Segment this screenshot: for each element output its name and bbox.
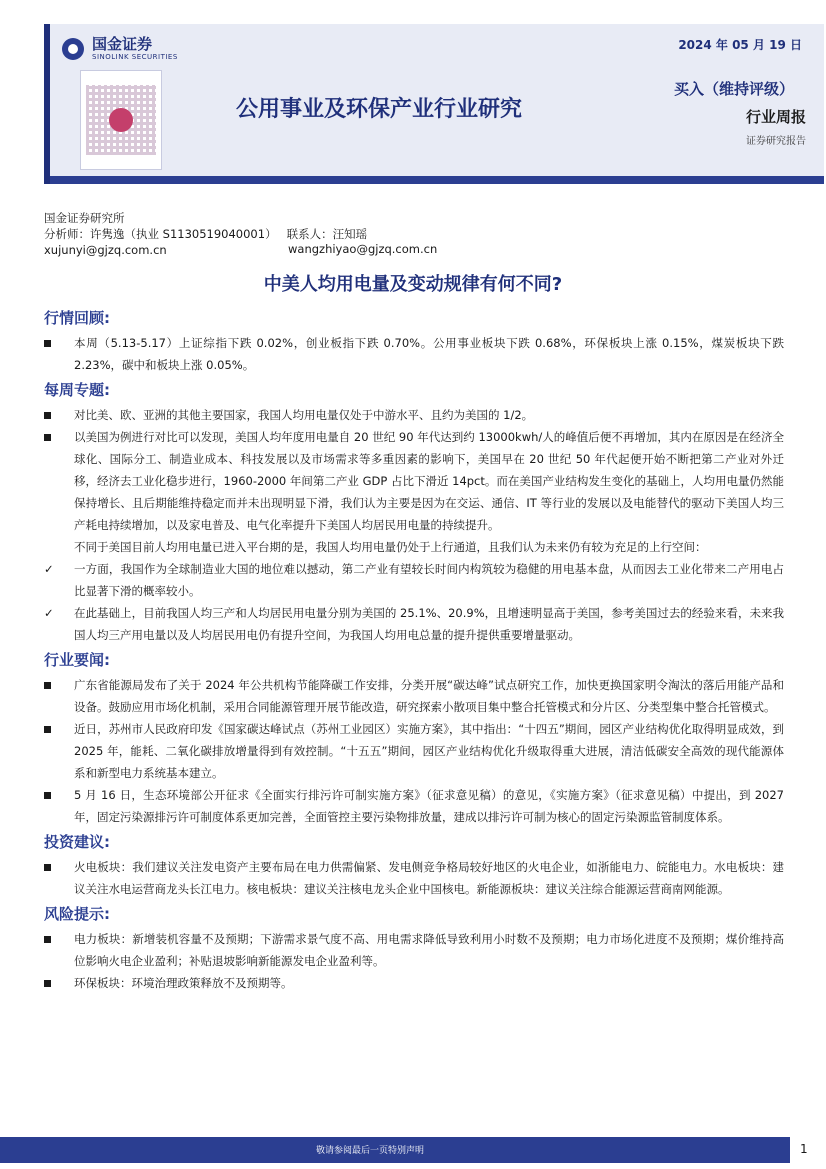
- logo-en-text: SINOLINK SECURITIES: [92, 53, 178, 61]
- report-date: 2024 年 05 月 19 日: [678, 38, 802, 52]
- banner-accent: [44, 24, 50, 184]
- report-content: [44, 304, 784, 994]
- list-item: 以美国为例进行对比可以发现，美国人均年度用电量自 20 世纪 90 年代达到约 13000kwh/人的峰值后便不再增加，其内在原因是在经济全球化、国际分工、制造业成本、科技发展以及市场需求等多重因素的影响下，美国早在 20 世纪 50 年代起便开始不断把第二产业对外迁移，经济去工业化稳步进行，1960-2000 年间第二产业 GDP 占比下滑近 14pct。而在美国产业结构发生变化的基础上，人均用电量仍然能保持增长、且后期能维持稳定而并未出现明显下滑，我们认为主要是因为在交运、通信、IT 等行业的发展以及电能替代的驱动下美国人均三产耗电持续增加，以及家电普及、电气化率提升下美国人均居民用电量的持续提升。: [44, 426, 784, 536]
- logo-mark-icon: [62, 38, 84, 60]
- main-title: 中美人均用电量及变动规律有何不同?: [263, 274, 563, 295]
- logo-cn-text: 国金证券: [92, 35, 153, 53]
- section-title-weekly: 每周专题:: [44, 381, 110, 399]
- bullet-square-icon: [44, 412, 51, 419]
- list-item: 电力板块：新增装机容量不及预期；下游需求景气度不高、用电需求降低导致利用小时数不及预期；电力市场化进度不及预期；煤价维持高位影响火电企业盈利；补贴退坡影响新能源发电企业盈利等。: [44, 928, 784, 972]
- analyst-email[interactable]: xujunyi@gjzq.com.cn: [44, 243, 167, 257]
- section-title-invest: 投资建议:: [44, 833, 110, 851]
- institute: 国金证券研究所: [44, 211, 125, 225]
- rating-badge: 买入（维持评级）: [673, 80, 794, 98]
- checkmark-icon: ✓: [44, 562, 54, 576]
- footer-disclaimer: 敬请参阅最后一页特别声明: [316, 1146, 425, 1156]
- banner-stripe: [44, 176, 824, 184]
- bullet-square-icon: [44, 434, 51, 441]
- qr-code-icon: [80, 70, 162, 170]
- checkmark-icon: ✓: [44, 606, 54, 620]
- contact-name: 联系人：汪知瑶: [286, 227, 368, 241]
- list-item: 火电板块：我们建议关注发电资产主要布局在电力供需偏紧、发电侧竞争格局较好地区的火电企业，如浙能电力、皖能电力。水电板块：建议关注水电运营商龙头长江电力。核电板块：建议关注核电龙头企业中国核电。新能源板块：建议关注综合能源运营商南网能源。: [44, 856, 784, 900]
- analyst-name: 分析师：许隽逸（执业 S1130519040001）: [44, 227, 277, 241]
- bullet-square-icon: [44, 980, 51, 987]
- page-number: 1: [800, 1142, 808, 1156]
- list-item: 环保板块：环境治理政策释放不及预期等。: [44, 972, 784, 994]
- report-subtitle: 证券研究报告: [746, 136, 806, 147]
- bullet-square-icon: [44, 792, 51, 799]
- list-item: 5 月 16 日，生态环境部公开征求《全面实行排污许可制实施方案》（征求意见稿）的意见，《实施方案》（征求意见稿）中提出，到 2027 年，固定污染源排污许可制度体系更加完善，全面管控主要污染物排放量，建成以排污许可制为核心的固定污染源监管制度体系。: [44, 784, 784, 828]
- list-item: 本周（5.13-5.17）上证综指下跌 0.02%，创业板指下跌 0.70%。公用事业板块下跌 0.68%，环保板块上涨 0.15%，煤炭板块下跌 2.23%，碳中和板块上涨 0.05%。: [44, 332, 784, 376]
- list-item: ✓ 在此基础上，目前我国人均三产和人均居民用电量分别为美国的 25.1%、20.9%，且增速明显高于美国，参考美国过去的经验来看，未来我国人均三产用电量以及人均居民用电仍有提升空间，为我国人均用电总量的提升提供重要增量驱动。: [44, 602, 784, 646]
- list-item: 对比美、欧、亚洲的其他主要国家，我国人均用电量仅处于中游水平、且约为美国的 1/2。: [44, 404, 784, 426]
- list-item: 近日，苏州市人民政府印发《国家碳达峰试点（苏州工业园区）实施方案》，其中指出：“十四五”期间，园区产业结构优化取得明显成效，到 2025 年，能耗、二氧化碳排放增量得到有效控制。“十五五”期间，园区产业结构优化升级取得重大进展，清洁低碳安全高效的现代能源体系和新型电力系统基本建立。: [44, 718, 784, 784]
- bullet-square-icon: [44, 340, 51, 347]
- contact-email[interactable]: wangzhiyao@gjzq.com.cn: [288, 242, 438, 256]
- bullet-square-icon: [44, 864, 51, 871]
- section-title-news: 行业要闻:: [44, 651, 110, 669]
- company-logo: [62, 36, 178, 62]
- bullet-square-icon: [44, 682, 51, 689]
- list-item: ✓ 一方面，我国作为全球制造业大国的地位难以撼动，第二产业有望较长时间内构筑较为稳健的用电基本盘，从而因去工业化带来二产用电占比显著下滑的概率较小。: [44, 558, 784, 602]
- report-title: 公用事业及环保产业行业研究: [236, 97, 523, 122]
- report-type: 行业周报: [745, 108, 806, 126]
- list-item: 广东省能源局发布了关于 2024 年公共机构节能降碳工作安排，分类开展“碳达峰”试点研究工作，加快更换国家明令淘汰的落后用能产品和设备。鼓励应用市场化机制，采用合同能源管理开展节能改造，研究探索小散项目集中整合托管模式和分片区、分类型集中整合托管模式。: [44, 674, 784, 718]
- bullet-square-icon: [44, 726, 51, 733]
- section-title-risk: 风险提示:: [44, 905, 110, 923]
- paragraph: 不同于美国目前人均用电量已进入平台期的是，我国人均用电量仍处于上行通道，且我们认为未来仍有较为充足的上行空间：: [74, 540, 707, 554]
- section-title-market: 行情回顾:: [44, 309, 110, 327]
- bullet-square-icon: [44, 936, 51, 943]
